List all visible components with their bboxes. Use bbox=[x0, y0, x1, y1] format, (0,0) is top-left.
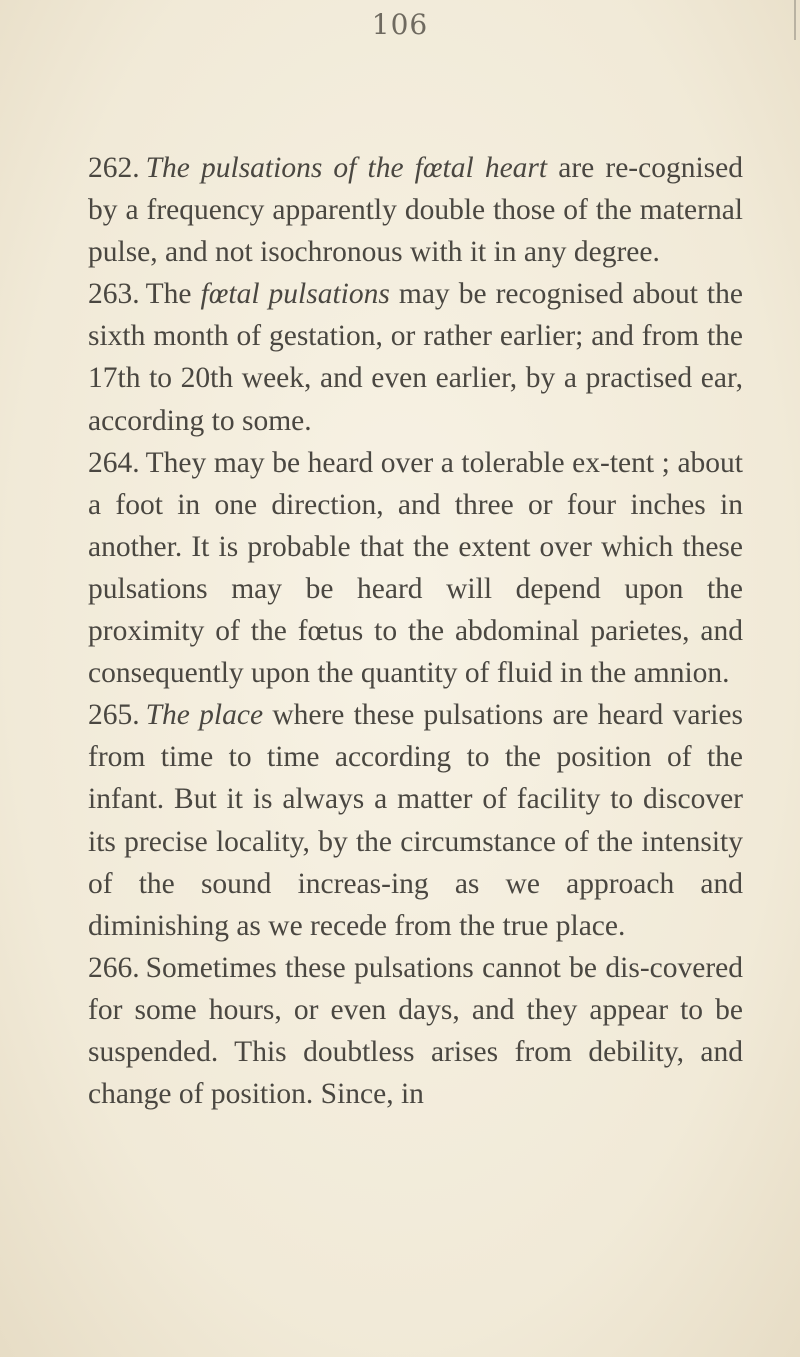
paragraph-266 bbox=[88, 947, 743, 1115]
paragraph-number: 266. bbox=[88, 951, 140, 984]
paragraph-number: 265. bbox=[88, 699, 140, 732]
page-body bbox=[88, 147, 743, 1115]
paragraph-264 bbox=[88, 442, 743, 695]
paragraph-number: 264. bbox=[88, 446, 140, 479]
italic-phrase: fœtal pulsations bbox=[200, 278, 390, 311]
paragraph-262 bbox=[88, 147, 743, 273]
page-number: 106 bbox=[371, 8, 429, 41]
paragraph-text: Sometimes these pulsations cannot be dis-covered for some hours, or even days, and they appear to be suspended. This doubtless arises from debility, and change of position. Since, in bbox=[88, 951, 743, 1111]
paragraph-263 bbox=[88, 273, 743, 441]
italic-phrase: The pulsations of the fœtal heart bbox=[145, 152, 548, 184]
paragraph-text: They may be heard over a tolerable ex-tent ; about a foot in one direction, and three or four inches in another. It is probable that the extent over which these pulsations may be heard will depend upon the proximity of the fœtus to the abdominal parietes, and consequently upon the quantity of fluid in the amnion. bbox=[88, 446, 743, 690]
paragraph-text: where these pulsations are heard varies from time to time according to the position of the infant. But it is always a matter of facility to discover its precise locality, by the circumstance of the intensity of the sound increas-ing as we approach and diminishing as we recede from the true place. bbox=[88, 699, 743, 942]
italic-phrase: The place bbox=[145, 699, 264, 732]
paragraph-text: are re-cognised by a frequency apparently double those of the maternal pulse, and not isochronous with it in any degree. bbox=[88, 152, 743, 269]
paragraph-text: may be recognised about the sixth month of gestation, or rather earlier; and from the 17th to 20th week, and even earlier, by a practised ear, according to some. bbox=[88, 278, 743, 437]
paragraph-number: 263. bbox=[88, 278, 140, 311]
paragraph-lead: The bbox=[145, 278, 201, 311]
paragraph-number: 262. bbox=[88, 152, 140, 184]
paragraph-265 bbox=[88, 694, 743, 947]
